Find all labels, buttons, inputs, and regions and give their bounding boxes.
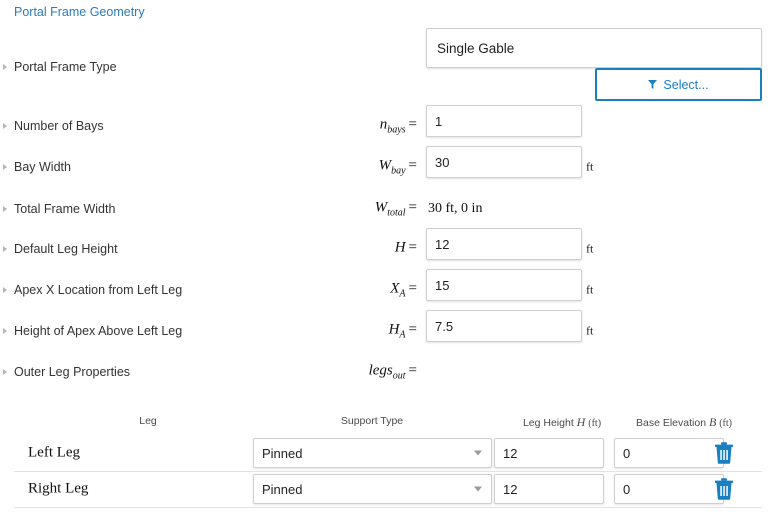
symbol-wrap-number-of-bays (250, 105, 417, 147)
symbol-wrap-total-frame-width (250, 188, 417, 230)
symbol-wrap-bay-width (250, 146, 417, 188)
row-label-total-frame-width: Total Frame Width (14, 202, 116, 216)
expand-triangle-icon[interactable] (3, 206, 7, 212)
portal-frame-type-value: Single Gable (437, 40, 515, 56)
expand-triangle-icon[interactable] (3, 328, 7, 334)
row-bay-width (0, 146, 775, 188)
row-label-outer-leg-properties: Outer Leg Properties (14, 365, 131, 379)
default-leg-height-value: 12 (435, 236, 450, 252)
height-of-apex-input[interactable] (426, 310, 582, 342)
filter-funnel-icon (648, 80, 657, 89)
symbol-default-leg-height: H = (394, 239, 417, 256)
portal-frame-type-combo[interactable] (426, 28, 762, 68)
leg-name: Right Leg (28, 480, 89, 497)
symbol-wrap-default-leg-height (250, 228, 417, 270)
symbol-number-of-bays: $n_{bays}$ = (379, 116, 417, 136)
symbol-outer-leg-properties: legs$_{out}$ = (368, 362, 417, 382)
table-row (14, 471, 762, 508)
leg-height-value: 12 (503, 481, 518, 497)
support-type-value: Pinned (262, 445, 303, 461)
symbol-total-frame-width: $W_{total}$ = (374, 199, 417, 219)
row-label-bay-width: Bay Width (14, 160, 71, 174)
leg-height-input[interactable] (494, 438, 604, 468)
row-outer-leg-properties (0, 351, 775, 393)
expand-triangle-icon[interactable] (3, 246, 7, 252)
base-elevation-input[interactable] (614, 438, 724, 468)
number-of-bays-value: 1 (435, 113, 443, 129)
row-label-apex-x-location: Apex X Location from Left Leg (14, 283, 183, 297)
symbol-wrap-height-of-apex (250, 310, 417, 352)
support-type-select[interactable] (253, 474, 492, 504)
bay-width-input[interactable] (426, 146, 582, 178)
symbol-height-of-apex: $H_A$ = (388, 321, 417, 341)
row-height-of-apex (0, 310, 775, 352)
number-of-bays-input[interactable] (426, 105, 582, 137)
bay-width-value: 30 (435, 154, 450, 170)
base-elevation-value: 0 (623, 445, 631, 461)
expand-triangle-icon[interactable] (3, 287, 7, 293)
table-header-base-elevation: Base Elevation B (ft) (635, 415, 732, 429)
select-button[interactable] (595, 68, 762, 101)
expand-triangle-icon[interactable] (3, 369, 7, 375)
trash-icon[interactable] (714, 442, 734, 464)
apex-x-location-input[interactable] (426, 269, 582, 301)
symbol-bay-width: $W_{bay}$ = (378, 157, 417, 177)
leg-height-value: 12 (503, 445, 518, 461)
table-header-leg: Leg (139, 415, 157, 427)
bay-width-unit: ft (586, 159, 594, 174)
apex-x-location-unit: ft (586, 282, 594, 297)
height-of-apex-value: 7.5 (435, 318, 454, 334)
base-elevation-input[interactable] (614, 474, 724, 504)
table-row (14, 435, 762, 472)
chevron-down-icon (474, 451, 482, 456)
row-number-of-bays (0, 105, 775, 147)
row-label-portal-frame-type: Portal Frame Type (14, 60, 117, 74)
base-elevation-value: 0 (623, 481, 631, 497)
row-default-leg-height (0, 228, 775, 270)
row-label-number-of-bays: Number of Bays (14, 119, 104, 133)
table-header-support-type: Support Type (340, 415, 404, 427)
symbol-wrap-outer-leg-properties (250, 351, 417, 393)
symbol-wrap-apex-x-location (250, 269, 417, 311)
default-leg-height-unit: ft (586, 241, 594, 256)
expand-triangle-icon[interactable] (3, 123, 7, 129)
select-button-label: Select... (663, 77, 709, 92)
page-title: Portal Frame Geometry (14, 5, 145, 19)
trash-icon[interactable] (714, 478, 734, 500)
support-type-select[interactable] (253, 438, 492, 468)
row-label-height-of-apex: Height of Apex Above Left Leg (14, 324, 183, 338)
chevron-down-icon (474, 487, 482, 492)
table-header-leg-height: Leg Height H (ft) (522, 415, 602, 429)
leg-name: Left Leg (28, 444, 81, 461)
apex-x-location-value: 15 (435, 277, 450, 293)
expand-triangle-icon[interactable] (3, 64, 7, 70)
row-apex-x-location (0, 269, 775, 311)
leg-height-input[interactable] (494, 474, 604, 504)
height-of-apex-unit: ft (586, 323, 594, 338)
total-frame-width-value: 30 ft, 0 in (428, 201, 483, 216)
row-label-default-leg-height: Default Leg Height (14, 242, 118, 256)
default-leg-height-input[interactable] (426, 228, 582, 260)
support-type-value: Pinned (262, 481, 303, 497)
symbol-apex-x-location: $X_A$ = (390, 280, 417, 300)
expand-triangle-icon[interactable] (3, 164, 7, 170)
row-total-frame-width (0, 188, 775, 230)
